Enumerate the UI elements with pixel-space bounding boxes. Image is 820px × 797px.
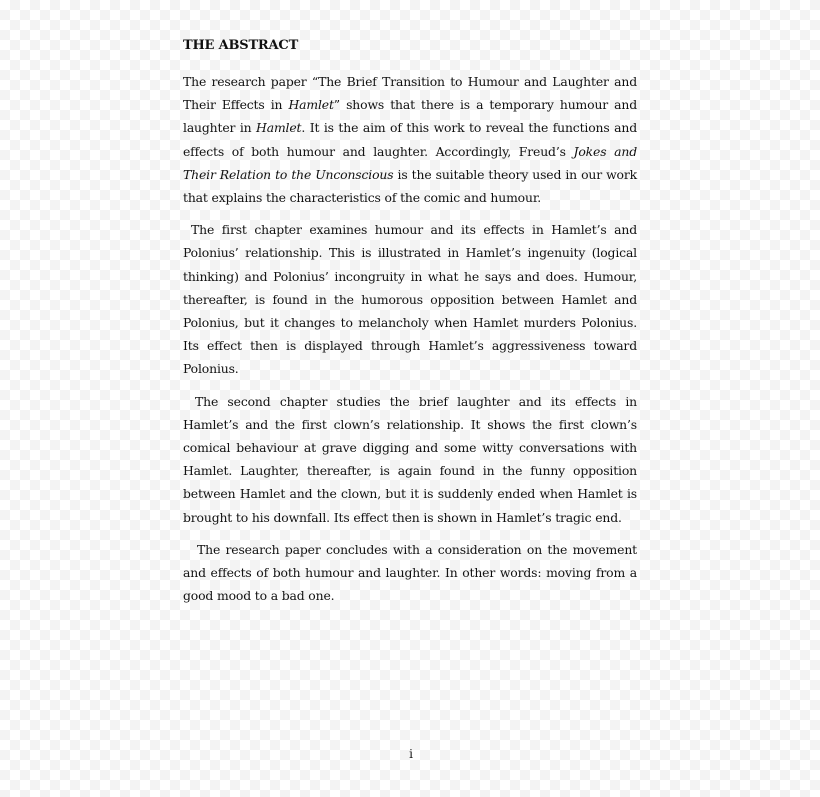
italic-title-jokes: Jokes and Their Relation to the Unconscious: [183, 143, 637, 182]
text-run: The second chapter studies the brief laughter and its effects in Hamlet’s and the first clown’s relationship. It shows the first clown’s comical behaviour at grave digging and some witty conversations with Hamlet. Laughter, thereafter, is again found in the funny opposition between Hamlet and the clown, but it is suddenly ended when Hamlet is brought to his downfall. Its effect then is shown in Hamlet’s tragic end.: [183, 393, 637, 525]
text-run: is the suitable theory used in our work that explains the characteristics of the comic and humour.: [183, 166, 637, 206]
italic-title-hamlet: Hamlet: [288, 97, 334, 113]
text-run: . It is the aim of this work to reveal the functions and effects of both humour and laughter. Accordingly, Freud’s: [183, 120, 637, 159]
page-number: i: [409, 747, 413, 761]
text-run: ” shows that there is a temporary humour and laughter in: [183, 97, 638, 136]
abstract-paragraph-4: [183, 538, 637, 608]
italic-title-hamlet: Hamlet: [256, 120, 302, 136]
abstract-paragraph-2: [183, 218, 637, 380]
text-run: The research paper concludes with a consideration on the movement and effects of both humour and laughter. In other words: moving from a good mood to a bad one.: [183, 541, 637, 604]
abstract-heading: THE ABSTRACT: [183, 38, 299, 53]
text-run: The research paper “The Brief Transition to Humour and Laughter and Their Effects in: [183, 74, 637, 113]
abstract-page: [183, 36, 637, 616]
abstract-paragraph-3: [183, 390, 637, 529]
text-run: The first chapter examines humour and its effects in Hamlet’s and Polonius’ relationship. This is illustrated in Hamlet’s ingenuity (logical thinking) and Polonius’ incongruity in what he says and does. Humour, thereafter, is found in the humorous opposition between Hamlet and Polonius, but it changes to melancholy when Hamlet murders Polonius. Its effect then is displayed through Hamlet’s aggressiveness toward Polonius.: [183, 222, 637, 377]
abstract-paragraph-1: [183, 70, 637, 209]
